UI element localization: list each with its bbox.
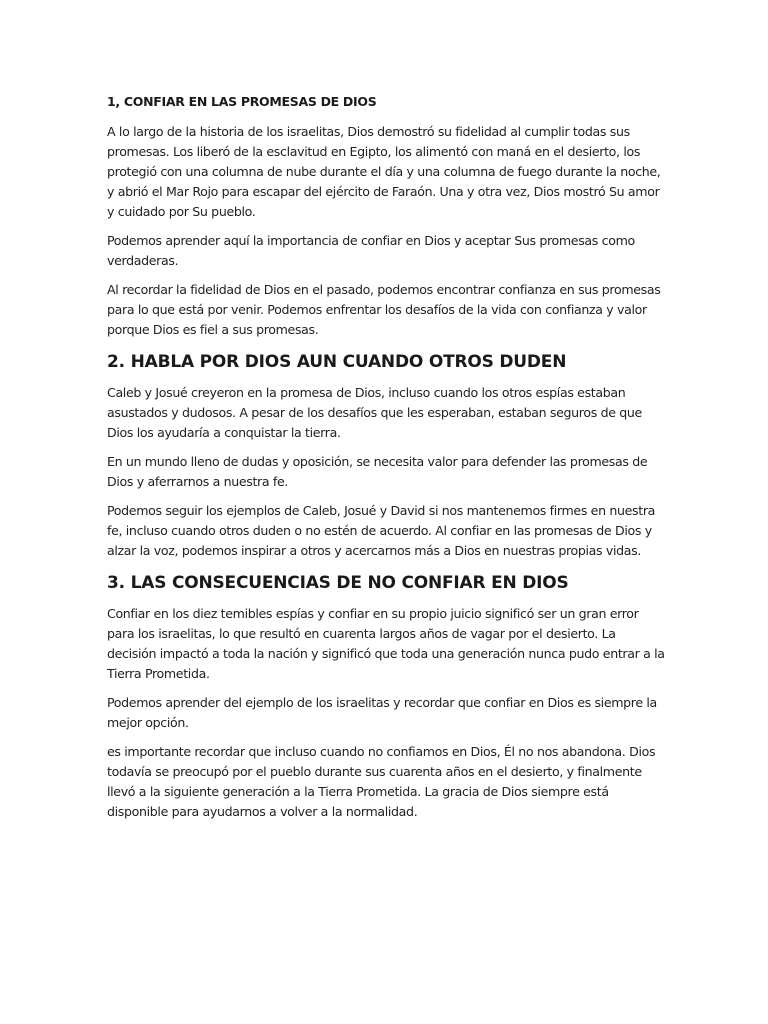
section-2-paragraph-1: Caleb y Josué creyeron en la promesa de Dios, incluso cuando los otros espías estaban asustados y dudosos. A pesar de los desafíos que les esperaban, estaban seguros de que Dios los ayudaría a conquistar la tierra. xyxy=(107,385,642,440)
section-1-paragraph-1: A lo largo de la historia de los israelitas, Dios demostró su fidelidad al cumplir todas sus promesas. Los liberó de la esclavitud en Egipto, los alimentó con maná en el desierto, los protegió con una columna de nube durante el día y una columna de fuego durante la noche, y abrió el Mar Rojo para escapar del ejército de Faraón. Una y otra vez, Dios mostró Su amor y cuidado por Su pueblo. xyxy=(107,124,661,219)
section-1-paragraph-2: Podemos aprender aquí la importancia de confiar en Dios y aceptar Sus promesas como verdaderas. xyxy=(107,233,635,268)
section-3-paragraph-3: es importante recordar que incluso cuando no confiamos en Dios, Él no nos abandona. Dios todavía se preocupó por el pueblo durante sus cuarenta años en el desierto, y finalmente llevó a la siguiente generación a la Tierra Prometida. La gracia de Dios siempre está disponible para ayudarnos a volver a la normalidad. xyxy=(107,744,656,819)
section-3-heading: 3. LAS CONSECUENCIAS DE NO CONFIAR EN DIOS xyxy=(107,573,569,593)
section-1-paragraph-3: Al recordar la fidelidad de Dios en el pasado, podemos encontrar confianza en sus promesas para lo que está por venir. Podemos enfrentar los desafíos de la vida con confianza y valor porque Dios es fiel a sus promesas. xyxy=(107,282,661,337)
section-2-paragraph-3: Podemos seguir los ejemplos de Caleb, Josué y David si nos mantenemos firmes en nuestra fe, incluso cuando otros duden o no estén de acuerdo. Al confiar en las promesas de Dios y alzar la voz, podemos inspirar a otros y acercarnos más a Dios en nuestras propias vidas. xyxy=(107,503,656,558)
section-2-heading: 2. HABLA POR DIOS AUN CUANDO OTROS DUDEN xyxy=(107,352,567,372)
section-3-paragraph-1: Confiar en los diez temibles espías y confiar en su propio juicio significó ser un gran error para los israelitas, lo que resultó en cuarenta largos años de vagar por el desierto. La decisión impactó a toda la nación y significó que toda una generación nunca pudo entrar a la Tierra Prometida. xyxy=(107,606,665,681)
section-2-paragraph-2: En un mundo lleno de dudas y oposición, se necesita valor para defender las promesas de Dios y aferrarnos a nuestra fe. xyxy=(107,454,648,489)
section-1-heading: 1, CONFIAR EN LAS PROMESAS DE DIOS xyxy=(107,94,377,109)
section-3-paragraph-2: Podemos aprender del ejemplo de los israelitas y recordar que confiar en Dios es siempre la mejor opción. xyxy=(107,695,657,730)
document-body xyxy=(107,92,665,831)
